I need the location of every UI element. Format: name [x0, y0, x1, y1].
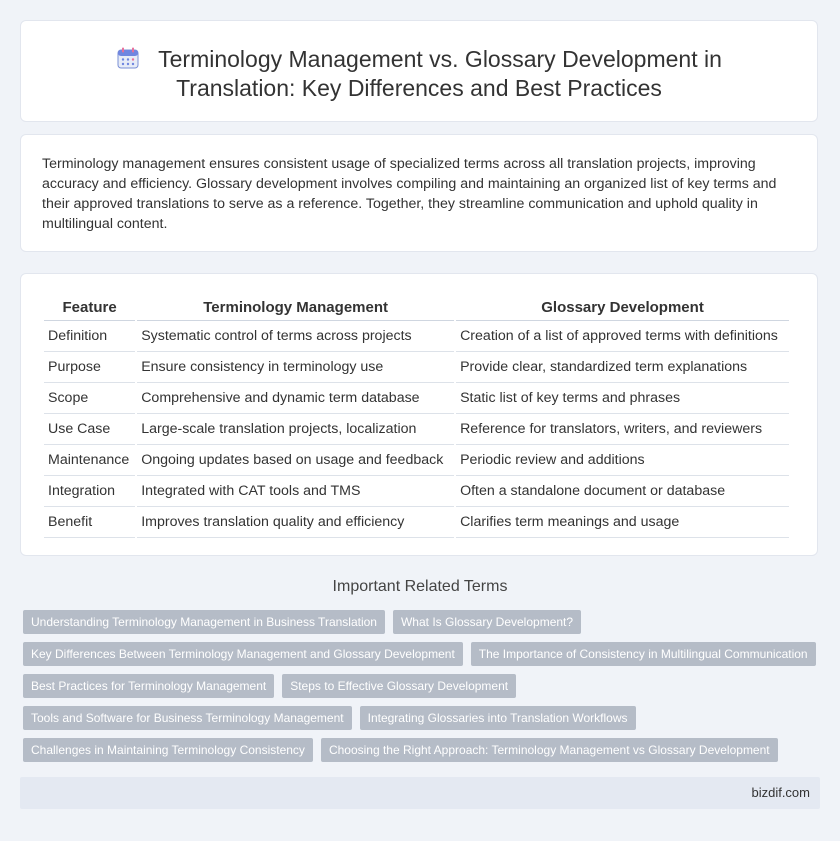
table-cell: Provide clear, standardized term explanations [456, 352, 789, 383]
related-term-link[interactable]: Best Practices for Terminology Management [23, 674, 274, 698]
table-row [44, 445, 789, 476]
footer [20, 777, 820, 809]
table-row [44, 476, 789, 507]
table-cell: Definition [44, 321, 135, 352]
table-cell: Ensure consistency in terminology use [137, 352, 454, 383]
table-row [44, 507, 789, 538]
table-row [44, 352, 789, 383]
table-cell: Creation of a list of approved terms with definitions [456, 321, 789, 352]
related-term-link[interactable]: Understanding Terminology Management in Business Translation [23, 610, 385, 634]
table-cell: Use Case [44, 414, 135, 445]
table-cell: Periodic review and additions [456, 445, 789, 476]
table-cell: Purpose [44, 352, 135, 383]
title-line-2: Translation: Key Differences and Best Practices [176, 75, 662, 101]
table-row [44, 383, 789, 414]
header-terminology-management: Terminology Management [137, 294, 454, 321]
related-terms-list [23, 610, 823, 770]
table-cell: Benefit [44, 507, 135, 538]
table-header-row [44, 294, 789, 321]
table-cell: Maintenance [44, 445, 135, 476]
related-term-link[interactable]: Steps to Effective Glossary Development [282, 674, 516, 698]
table-cell: Clarifies term meanings and usage [456, 507, 789, 538]
related-term-link[interactable]: The Importance of Consistency in Multilingual Communication [471, 642, 816, 666]
related-term-link[interactable]: Choosing the Right Approach: Terminology Management vs Glossary Development [321, 738, 778, 762]
comparison-table [42, 294, 791, 538]
related-term-link[interactable]: Tools and Software for Business Terminology Management [23, 706, 352, 730]
related-term-link[interactable]: Challenges in Maintaining Terminology Consistency [23, 738, 313, 762]
table-cell: Static list of key terms and phrases [456, 383, 789, 414]
calendar-icon [116, 46, 140, 70]
table-cell: Integrated with CAT tools and TMS [137, 476, 454, 507]
footer-site-link[interactable]: bizdif.com [751, 785, 810, 800]
table-cell: Reference for translators, writers, and reviewers [456, 414, 789, 445]
tag-row [23, 610, 823, 634]
related-terms-heading: Important Related Terms [332, 578, 508, 595]
intro-card [20, 134, 818, 252]
intro-paragraph: Terminology management ensures consistent usage of specialized terms across all translation projects, improving accuracy and efficiency. Glossary development involves compiling and maintaining an organized list of key terms and their approved translations to serve as a reference. Together, they streamline communication and uphold quality in multilingual content. [42, 156, 777, 232]
title-card [20, 20, 818, 122]
tag-row [23, 706, 823, 730]
table-cell: Scope [44, 383, 135, 414]
table-cell: Large-scale translation projects, localization [137, 414, 454, 445]
page-title [21, 45, 817, 103]
table-cell: Comprehensive and dynamic term database [137, 383, 454, 414]
title-line-1: Terminology Management vs. Glossary Development in [158, 46, 722, 72]
table-row [44, 321, 789, 352]
table-cell: Integration [44, 476, 135, 507]
related-term-link[interactable]: Key Differences Between Terminology Management and Glossary Development [23, 642, 463, 666]
related-term-link[interactable]: What Is Glossary Development? [393, 610, 581, 634]
header-feature: Feature [44, 294, 135, 321]
comparison-table-card [20, 273, 818, 556]
tag-row [23, 674, 823, 698]
table-cell: Ongoing updates based on usage and feedback [137, 445, 454, 476]
table-row [44, 414, 789, 445]
table-cell: Often a standalone document or database [456, 476, 789, 507]
tag-row [23, 642, 823, 666]
table-cell: Improves translation quality and efficiency [137, 507, 454, 538]
header-glossary-development: Glossary Development [456, 294, 789, 321]
table-cell: Systematic control of terms across projects [137, 321, 454, 352]
related-term-link[interactable]: Integrating Glossaries into Translation Workflows [360, 706, 636, 730]
tag-row [23, 738, 823, 762]
